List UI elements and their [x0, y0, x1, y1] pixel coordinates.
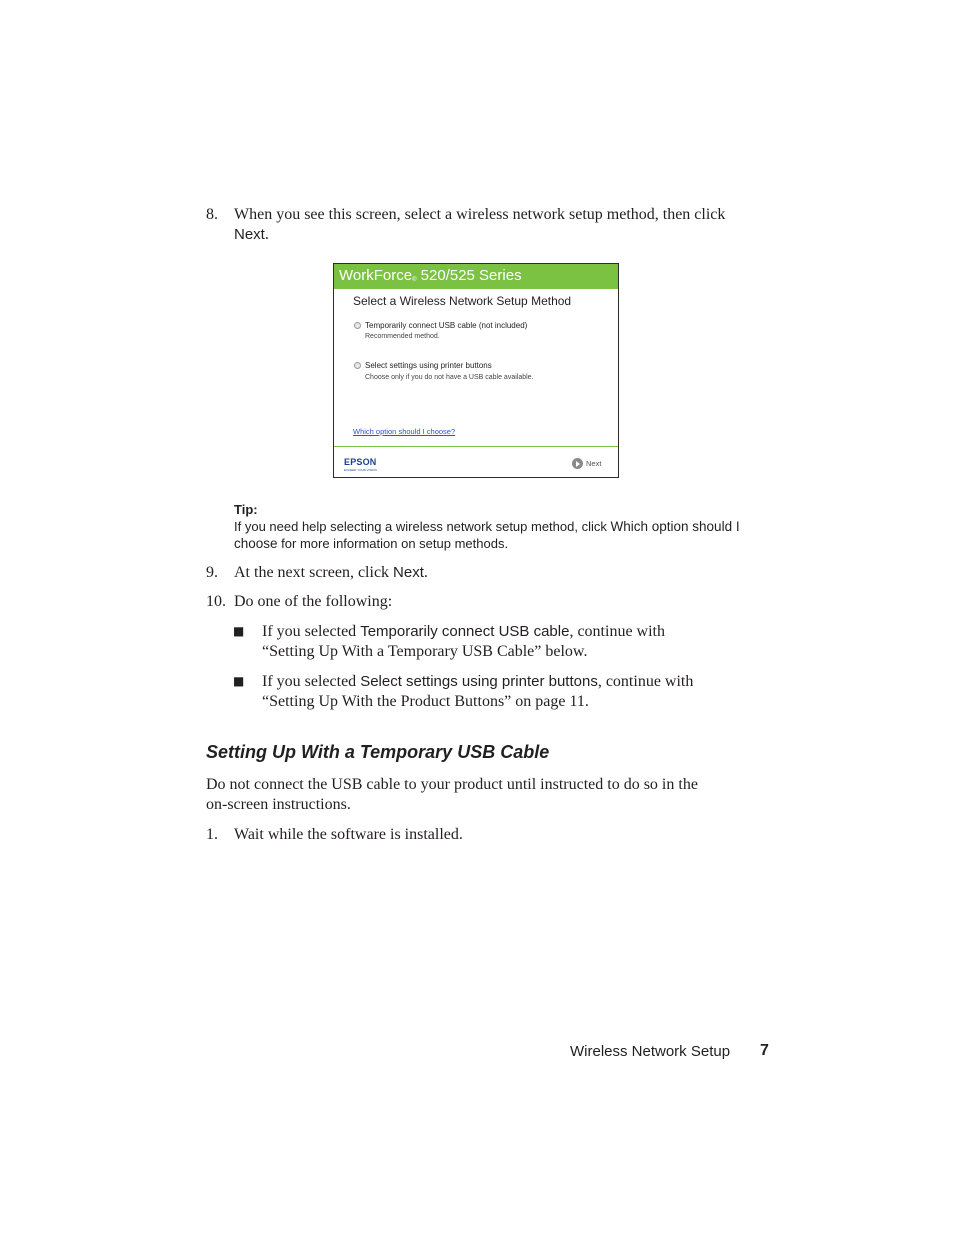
- step-9-next-term: Next: [393, 564, 424, 581]
- section-step-1-number: 1.: [206, 826, 218, 843]
- step-10-number: 10.: [206, 593, 226, 610]
- step-8-text-after: .: [264, 226, 269, 243]
- step-9-text-after: .: [423, 564, 428, 581]
- title-registered-mark: ®: [412, 277, 417, 283]
- next-button-label: Next: [586, 459, 602, 468]
- bullet-2-text-before: If you selected: [262, 673, 357, 690]
- step-10-text: Do one of the following:: [234, 593, 393, 610]
- section-intro-line1: Do not connect the USB cable to your product until instructed to do so in the: [206, 776, 698, 793]
- tip-text-after: for more information on setup methods.: [281, 536, 509, 551]
- bullet-2-line2: “Setting Up With the Product Buttons” on page 11.: [262, 693, 589, 710]
- option-buttons-label[interactable]: Select settings using printer buttons: [365, 361, 492, 370]
- section-intro: [206, 775, 766, 815]
- step-8-number: 8.: [206, 206, 218, 223]
- tip-text-before: If you need help selecting a wireless network setup method, click: [234, 519, 607, 534]
- bullet-1-text-after: , continue with: [569, 623, 665, 640]
- screenshot-header: [334, 264, 618, 289]
- option-usb-radio[interactable]: [354, 322, 361, 329]
- section-step-1-text: Wait while the software is installed.: [234, 826, 463, 843]
- bullet-2-text-after: , continue with: [597, 673, 694, 690]
- step-9-text: [234, 563, 428, 583]
- step-9-number: 9.: [206, 564, 218, 581]
- bullet-2-term: Select settings using printer buttons: [360, 673, 598, 690]
- which-option-link[interactable]: Which option should I choose?: [353, 427, 456, 436]
- step-8-text-before: When you see this screen, select a wireless network setup method, then click: [234, 206, 726, 223]
- section-intro-line2: on-screen instructions.: [206, 796, 351, 813]
- title-model: 520/525 Series: [416, 267, 522, 284]
- footer-page-number: 7: [760, 1042, 769, 1059]
- section-heading: Setting Up With a Temporary USB Cable: [206, 742, 550, 762]
- screenshot-heading: Select a Wireless Network Setup Method: [353, 294, 572, 308]
- tip-term: Which option should I choose: [234, 519, 740, 551]
- bullet-1-line2: “Setting Up With a Temporary USB Cable” below.: [262, 643, 588, 660]
- next-arrow-icon: [572, 458, 583, 469]
- option-usb-description: Recommended method.: [365, 333, 440, 340]
- screenshot-footer-divider: [334, 446, 618, 447]
- setup-method-screenshot: [333, 263, 619, 478]
- option-buttons-radio[interactable]: [354, 362, 361, 369]
- bullet-2-text: [262, 672, 762, 712]
- epson-logo: EPSON: [344, 457, 377, 467]
- title-brand: WorkForce: [339, 267, 413, 284]
- epson-tagline: EXCEED YOUR VISION: [344, 468, 377, 472]
- option-buttons-description: Choose only if you do not have a USB cable available.: [365, 374, 534, 381]
- footer-section-name: Wireless Network Setup: [570, 1043, 731, 1060]
- bullet-1-text-before: If you selected: [262, 623, 357, 640]
- bullet-1-text: [262, 622, 762, 662]
- bullet-square-2: ■: [233, 674, 245, 688]
- step-8-next-term: Next: [234, 226, 265, 243]
- tip-text: [234, 518, 754, 552]
- screenshot-title: [339, 267, 522, 285]
- step-9-text-before: At the next screen, click: [234, 564, 390, 581]
- bullet-square-1: ■: [233, 624, 245, 638]
- tip-label: Tip:: [234, 502, 258, 517]
- step-8-text: [234, 205, 754, 245]
- option-usb-label[interactable]: Temporarily connect USB cable (not included): [365, 321, 528, 330]
- bullet-1-term: Temporarily connect USB cable: [360, 623, 570, 640]
